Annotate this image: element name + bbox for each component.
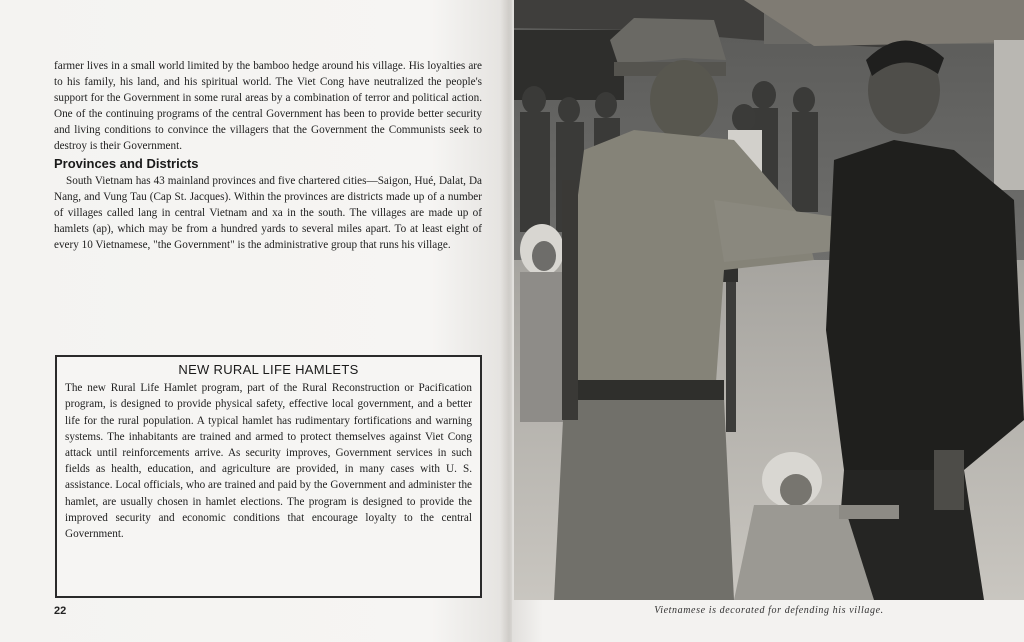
box-text: The new Rural Life Hamlet program, part of the Rural Reconstruction or Pacification program, is designed to provide physical safety, effective local government, and a better life for the rural population. A typical hamlet has rudimentary fortifications and warning systems. The inhabitants are trained and armed to protect themselves against Viet Cong attack until reinforcements arrive. As security improves, Government services in such fields as health, education, and agriculture are provided, in many cases with U. S. assistance. Local officials, who are trained and paid by the Government and administer the hamlet, are usually chosen in hamlet elections. The program is designed to provide the improved security and economic conditions that encourage loyalty to the central Government. (65, 382, 472, 541)
photo-illustration (514, 0, 1024, 600)
left-page (0, 0, 508, 642)
box-title: NEW RURAL LIFE HAMLETS (178, 362, 359, 377)
photo-caption: Vietnamese is decorated for defending his village. (654, 605, 884, 616)
sidebar-box (55, 355, 482, 598)
body-text (54, 58, 482, 253)
section-heading: Provinces and Districts (54, 156, 199, 171)
provinces-paragraph: South Vietnam has 43 mainland provinces and five chartered cities—Saigon, Hué, Dalat, Da Nang, and Vung Tau (Cap St. Jacques). Within the provinces are districts made up of a number of villages called lang in central Vietnam and xa in the south. The villages are made up of hamlets (ap), which may be from a hundred yards to several miles apart. To at least eight of every 10 Vietnamese, "the Government" is the administrative group that runs his village. (54, 175, 482, 251)
intro-paragraph: farmer lives in a small world limited by the bamboo hedge around his village. His loyalties are to his family, his land, and his spiritual world. The Viet Cong have neutralized the people's support for the Government in some rural areas by a combination of terror and political action. One of the continuing programs of the central Government has been to provide better security and living conditions to convince the villagers that the Government the Communists seek to destroy is their Government. (54, 60, 482, 152)
photograph (514, 0, 1024, 600)
page-number: 22 (54, 605, 67, 617)
